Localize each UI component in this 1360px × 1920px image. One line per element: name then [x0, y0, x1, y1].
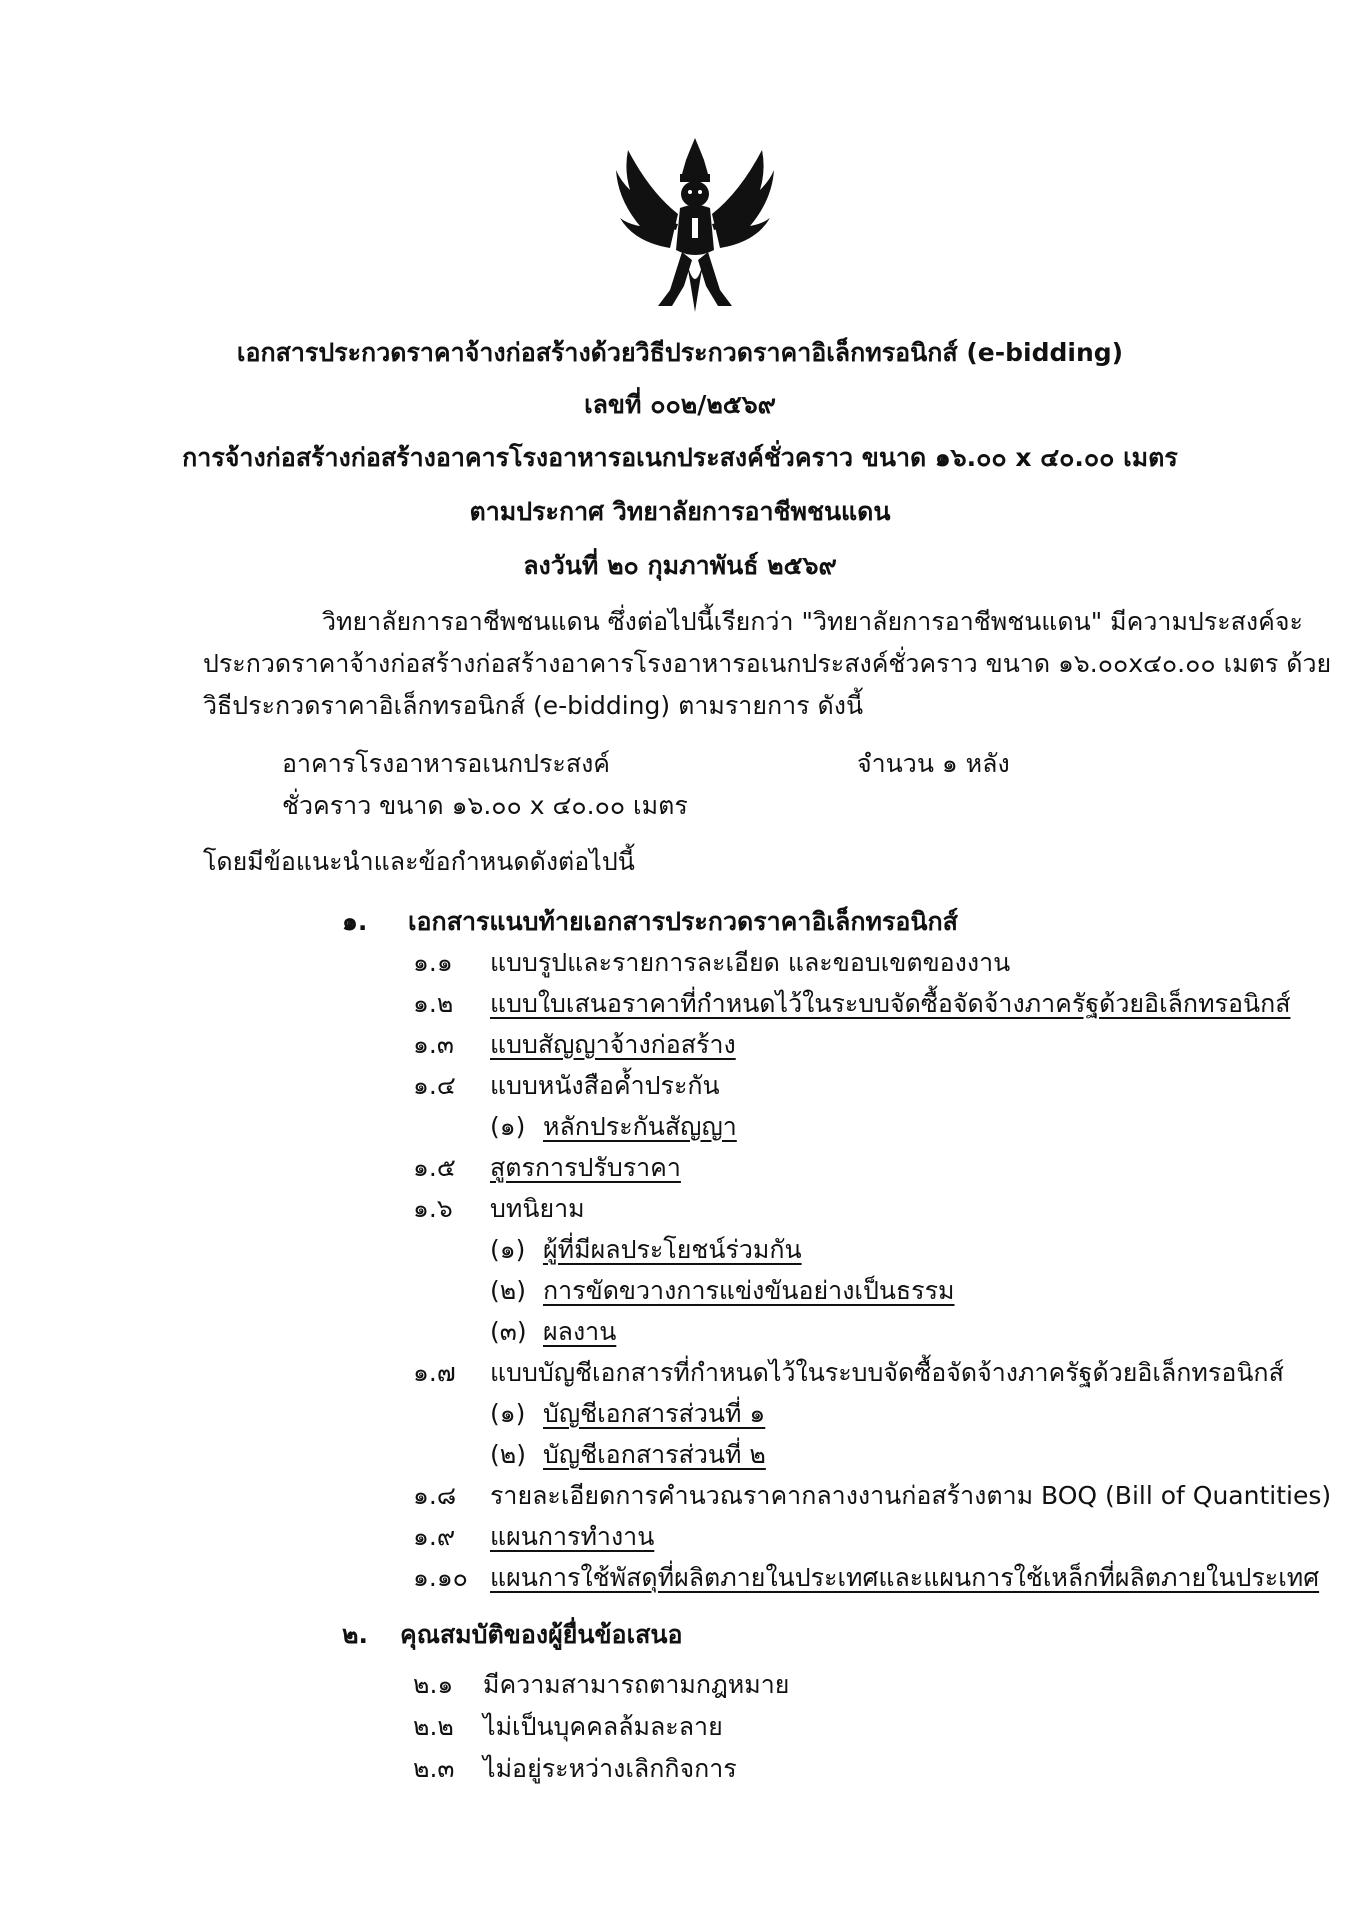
section-2-number: ๒.	[342, 1620, 368, 1649]
sub-item-num: (๓)	[490, 1317, 527, 1346]
sub-item-link[interactable]: การขัดขวางการแข่งขันอย่างเป็นธรรม	[543, 1276, 955, 1305]
item-num: ๑.๔	[413, 1071, 456, 1100]
garuda-emblem-icon	[610, 130, 780, 320]
item-num: ๑.๑	[413, 948, 453, 977]
item-num: ๑.๘	[413, 1481, 457, 1510]
item-text: มีความสามารถตามกฎหมาย	[483, 1670, 790, 1699]
document-number: เลขที่ ๐๐๒/๒๕๖๙	[584, 390, 776, 419]
section-1-number: ๑.	[342, 907, 368, 936]
item-link[interactable]: แผนการใช้พัสดุที่ผลิตภายในประเทศและแผนการใช้เหล็กที่ผลิตภายในประเทศ	[490, 1563, 1320, 1592]
item-text: ไม่อยู่ระหว่างเลิกกิจการ	[483, 1754, 737, 1783]
section-2-title: คุณสมบัติของผู้ยื่นข้อเสนอ	[400, 1620, 683, 1649]
item-quantity: จำนวน ๑ หลัง	[857, 749, 1010, 778]
intro-line-1: วิทยาลัยการอาชีพชนแดน ซึ่งต่อไปนี้เรียกว่า "วิทยาลัยการอาชีพชนแดน" มีความประสงค์จะ	[322, 607, 1303, 636]
sub-item-num: (๑)	[490, 1112, 526, 1141]
sub-item-link[interactable]: บัญชีเอกสารส่วนที่ ๑	[543, 1399, 766, 1428]
sub-item-num: (๑)	[490, 1399, 526, 1428]
announcement-line: ตามประกาศ วิทยาลัยการอาชีพชนแดน	[469, 497, 891, 526]
item-num: ๑.๓	[413, 1030, 454, 1059]
project-title: การจ้างก่อสร้างก่อสร้างอาคารโรงอาหารอเนกประสงค์ชั่วคราว ขนาด ๑๖.๐๐ x ๔๐.๐๐ เมตร	[182, 443, 1178, 472]
sub-item-num: (๑)	[490, 1235, 526, 1264]
item-num: ๒.๑	[413, 1670, 454, 1699]
item-num: ๑.๒	[413, 989, 454, 1018]
item-num: ๑.๑๐	[413, 1563, 468, 1592]
item-num: ๑.๕	[413, 1153, 456, 1182]
lead-text: โดยมีข้อแนะนำและข้อกำหนดดังต่อไปนี้	[203, 847, 635, 876]
item-link[interactable]: สูตรการปรับราคา	[490, 1153, 681, 1182]
item-num: ๑.๙	[413, 1522, 456, 1551]
item-text: ไม่เป็นบุคคลล้มละลาย	[483, 1712, 723, 1741]
document-title: เอกสารประกวดราคาจ้างก่อสร้างด้วยวิธีประกวดราคาอิเล็กทรอนิกส์ (e-bidding)	[236, 338, 1124, 367]
item-num: ๑.๗	[413, 1358, 456, 1387]
intro-line-2: ประกวดราคาจ้างก่อสร้างก่อสร้างอาคารโรงอาหารอเนกประสงค์ชั่วคราว ขนาด ๑๖.๐๐x๔๐.๐๐ เมตร ด้วย	[203, 649, 1332, 678]
item-name-line-2: ชั่วคราว ขนาด ๑๖.๐๐ x ๔๐.๐๐ เมตร	[282, 791, 688, 820]
announcement-date: ลงวันที่ ๒๐ กุมภาพันธ์ ๒๕๖๙	[523, 551, 837, 580]
item-text: รายละเอียดการคำนวณราคากลางงานก่อสร้างตาม BOQ (Bill of Quantities)	[490, 1481, 1332, 1510]
item-text: แบบรูปและรายการละเอียด และขอบเขตของงาน	[490, 948, 1011, 977]
item-text: แบบบัญชีเอกสารที่กำหนดไว้ในระบบจัดซื้อจัดจ้างภาครัฐด้วยอิเล็กทรอนิกส์	[490, 1358, 1284, 1387]
item-link[interactable]: แบบใบเสนอราคาที่กำหนดไว้ในระบบจัดซื้อจัดจ้างภาครัฐด้วยอิเล็กทรอนิกส์	[490, 989, 1291, 1018]
sub-item-link[interactable]: ผลงาน	[543, 1317, 617, 1346]
item-num: ๒.๒	[413, 1712, 454, 1741]
sub-item-link[interactable]: ผู้ที่มีผลประโยชน์ร่วมกัน	[543, 1235, 802, 1264]
sub-item-link[interactable]: บัญชีเอกสารส่วนที่ ๒	[543, 1440, 766, 1469]
sub-item-num: (๒)	[490, 1440, 526, 1469]
section-1-title: เอกสารแนบท้ายเอกสารประกวดราคาอิเล็กทรอนิกส์	[408, 907, 958, 936]
item-text: บทนิยาม	[490, 1194, 585, 1223]
item-num: ๒.๓	[413, 1754, 455, 1783]
sub-item-num: (๒)	[490, 1276, 526, 1305]
intro-line-3: วิธีประกวดราคาอิเล็กทรอนิกส์ (e-bidding) ตามรายการ ดังนี้	[203, 691, 864, 720]
item-link[interactable]: แบบสัญญาจ้างก่อสร้าง	[490, 1030, 736, 1059]
item-num: ๑.๖	[413, 1194, 453, 1223]
item-name-line-1: อาคารโรงอาหารอเนกประสงค์	[282, 749, 611, 778]
item-text: แบบหนังสือค้ำประกัน	[490, 1071, 720, 1100]
sub-item-link[interactable]: หลักประกันสัญญา	[543, 1112, 737, 1141]
item-link[interactable]: แผนการทำงาน	[490, 1522, 655, 1551]
